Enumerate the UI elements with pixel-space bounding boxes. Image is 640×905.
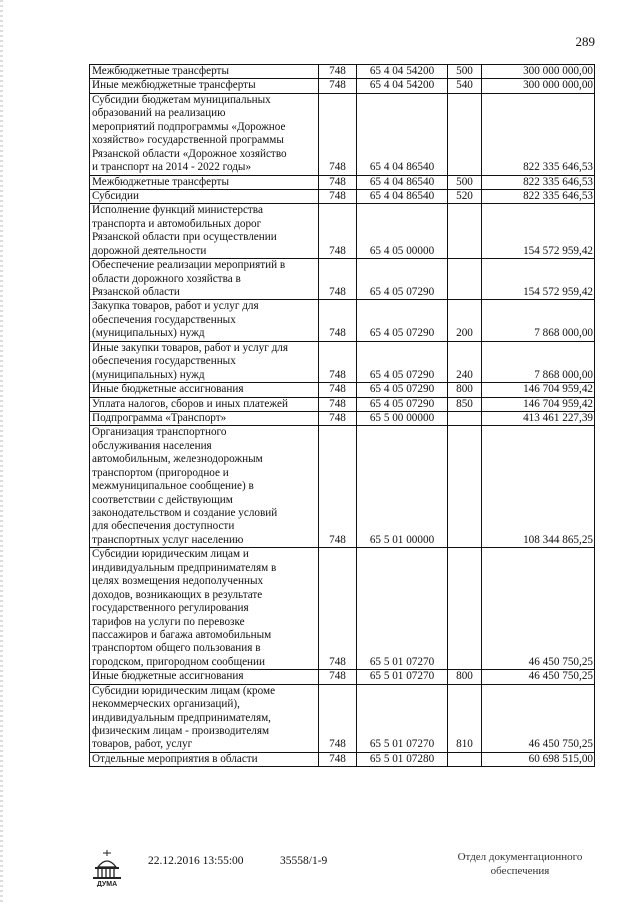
- logo-text: ДУМА: [96, 881, 118, 887]
- row-type: 850: [448, 397, 482, 411]
- row-type: [448, 204, 482, 259]
- row-name: Субсидии: [90, 189, 319, 203]
- row-type: [448, 548, 482, 670]
- row-code: 748: [319, 175, 357, 189]
- row-type: 500: [448, 175, 482, 189]
- row-code: 748: [319, 65, 357, 79]
- row-csr: 65 4 05 07290: [357, 383, 448, 397]
- row-name: Обеспечение реализации мероприятий в области дорожного хозяйства в Рязанской области: [90, 259, 319, 300]
- row-code: 748: [319, 300, 357, 341]
- row-name: Субсидии юридическим лицам и индивидуальным предпринимателям в целях возмещения недополученных доходов, возникающих в результате государственного регулирования тарифов на услуги по перевозке пассажиров и багажа автомобильным транспортом общего пользования в городском, пригородном сообщении: [90, 548, 319, 670]
- row-name: Иные закупки товаров, работ и услуг для обеспечения государственных (муниципальных) нужд: [90, 341, 319, 382]
- row-name: Исполнение функций министерства транспорта и автомобильных дорог Рязанской области при осуществлении дорожной деятельности: [90, 204, 319, 259]
- row-type: [448, 426, 482, 548]
- row-code: 748: [319, 548, 357, 670]
- row-csr: 65 4 04 54200: [357, 65, 448, 79]
- row-code: 748: [319, 397, 357, 411]
- budget-table: [89, 64, 595, 767]
- row-name: Уплата налогов, сборов и иных платежей: [90, 397, 319, 411]
- row-csr: 65 4 05 07290: [357, 300, 448, 341]
- row-csr: 65 4 04 86540: [357, 189, 448, 203]
- row-type: 500: [448, 65, 482, 79]
- row-csr: 65 4 05 07290: [357, 259, 448, 300]
- row-type: 540: [448, 79, 482, 93]
- row-csr: 65 5 01 07270: [357, 684, 448, 752]
- footer-reference: 35558/1-9: [280, 855, 328, 867]
- row-csr: 65 4 05 00000: [357, 204, 448, 259]
- table-row: [90, 79, 595, 93]
- row-amount: 822 335 646,53: [482, 175, 595, 189]
- row-name: Иные межбюджетные трансферты: [90, 79, 319, 93]
- row-csr: 65 4 05 07290: [357, 341, 448, 382]
- table-row: [90, 752, 595, 766]
- row-amount: 146 704 959,42: [482, 397, 595, 411]
- row-amount: 300 000 000,00: [482, 65, 595, 79]
- row-amount: 46 450 750,25: [482, 670, 595, 684]
- row-code: 748: [319, 684, 357, 752]
- table-row: [90, 548, 595, 670]
- row-code: 748: [319, 204, 357, 259]
- row-name: Субсидии бюджетам муниципальных образований на реализацию мероприятий подпрограммы «Дорожное хозяйство» государственной программы Рязанской области «Дорожное хозяйство и транспорт на 2014 - 2022 годы»: [90, 93, 319, 175]
- row-csr: 65 4 04 86540: [357, 175, 448, 189]
- row-name: Межбюджетные трансферты: [90, 175, 319, 189]
- row-type: [448, 752, 482, 766]
- row-name: Отдельные мероприятия в области: [90, 752, 319, 766]
- row-amount: 154 572 959,42: [482, 204, 595, 259]
- row-name: Межбюджетные трансферты: [90, 65, 319, 79]
- row-amount: 108 344 865,25: [482, 426, 595, 548]
- row-amount: 300 000 000,00: [482, 79, 595, 93]
- table-row: [90, 411, 595, 425]
- table-row: [90, 670, 595, 684]
- row-code: 748: [319, 426, 357, 548]
- table-row: [90, 204, 595, 259]
- row-csr: 65 4 04 54200: [357, 79, 448, 93]
- table-row: [90, 397, 595, 411]
- row-name: Иные бюджетные ассигнования: [90, 383, 319, 397]
- table-row: [90, 189, 595, 203]
- row-type: 200: [448, 300, 482, 341]
- row-code: 748: [319, 93, 357, 175]
- footer-stamp: Отдел документационного обеспечения: [457, 851, 583, 877]
- row-csr: 65 5 00 00000: [357, 411, 448, 425]
- row-type: 810: [448, 684, 482, 752]
- row-code: 748: [319, 189, 357, 203]
- row-code: 748: [319, 670, 357, 684]
- row-code: 748: [319, 383, 357, 397]
- table-row: [90, 300, 595, 341]
- row-type: 240: [448, 341, 482, 382]
- page-number: 289: [575, 34, 595, 49]
- table-row: [90, 684, 595, 752]
- budget-table-body: [90, 65, 595, 767]
- row-csr: 65 4 05 07290: [357, 397, 448, 411]
- row-name: Организация транспортного обслуживания населения автомобильным, железнодорожным транспортом (пригородное и межмуниципальное сообщение) в соответствии с действующим законодательством и создание условий для обеспечения доступности транспортных услуг населению: [90, 426, 319, 548]
- row-type: 800: [448, 383, 482, 397]
- row-name: Закупка товаров, работ и услуг для обеспечения государственных (муниципальных) нужд: [90, 300, 319, 341]
- row-amount: 46 450 750,25: [482, 548, 595, 670]
- duma-building-icon: [90, 847, 124, 887]
- row-amount: 154 572 959,42: [482, 259, 595, 300]
- row-name: Подпрограмма «Транспорт»: [90, 411, 319, 425]
- row-amount: 7 868 000,00: [482, 341, 595, 382]
- row-type: [448, 93, 482, 175]
- row-amount: 413 461 227,39: [482, 411, 595, 425]
- table-row: [90, 426, 595, 548]
- row-amount: 60 698 515,00: [482, 752, 595, 766]
- footer-date: 22.12.2016 13:55:00: [148, 855, 244, 867]
- row-name: Иные бюджетные ассигнования: [90, 670, 319, 684]
- row-csr: 65 5 01 07280: [357, 752, 448, 766]
- row-type: [448, 259, 482, 300]
- row-csr: 65 5 01 07270: [357, 670, 448, 684]
- scan-edge: [0, 0, 3, 905]
- row-csr: 65 5 01 07270: [357, 548, 448, 670]
- table-row: [90, 175, 595, 189]
- row-type: [448, 411, 482, 425]
- table-row: [90, 259, 595, 300]
- row-csr: 65 5 01 00000: [357, 426, 448, 548]
- row-amount: 822 335 646,53: [482, 189, 595, 203]
- row-name: Субсидии юридическим лицам (кроме некоммерческих организаций), индивидуальным предпринимателям, физическим лицам - производителям товаров, работ, услуг: [90, 684, 319, 752]
- table-row: [90, 383, 595, 397]
- row-amount: 7 868 000,00: [482, 300, 595, 341]
- row-type: 800: [448, 670, 482, 684]
- row-code: 748: [319, 259, 357, 300]
- row-amount: 822 335 646,53: [482, 93, 595, 175]
- row-csr: 65 4 04 86540: [357, 93, 448, 175]
- table-row: [90, 341, 595, 382]
- table-row: [90, 93, 595, 175]
- row-type: 520: [448, 189, 482, 203]
- row-amount: 46 450 750,25: [482, 684, 595, 752]
- row-code: 748: [319, 752, 357, 766]
- row-code: 748: [319, 341, 357, 382]
- row-code: 748: [319, 411, 357, 425]
- table-row: [90, 65, 595, 79]
- row-code: 748: [319, 79, 357, 93]
- row-amount: 146 704 959,42: [482, 383, 595, 397]
